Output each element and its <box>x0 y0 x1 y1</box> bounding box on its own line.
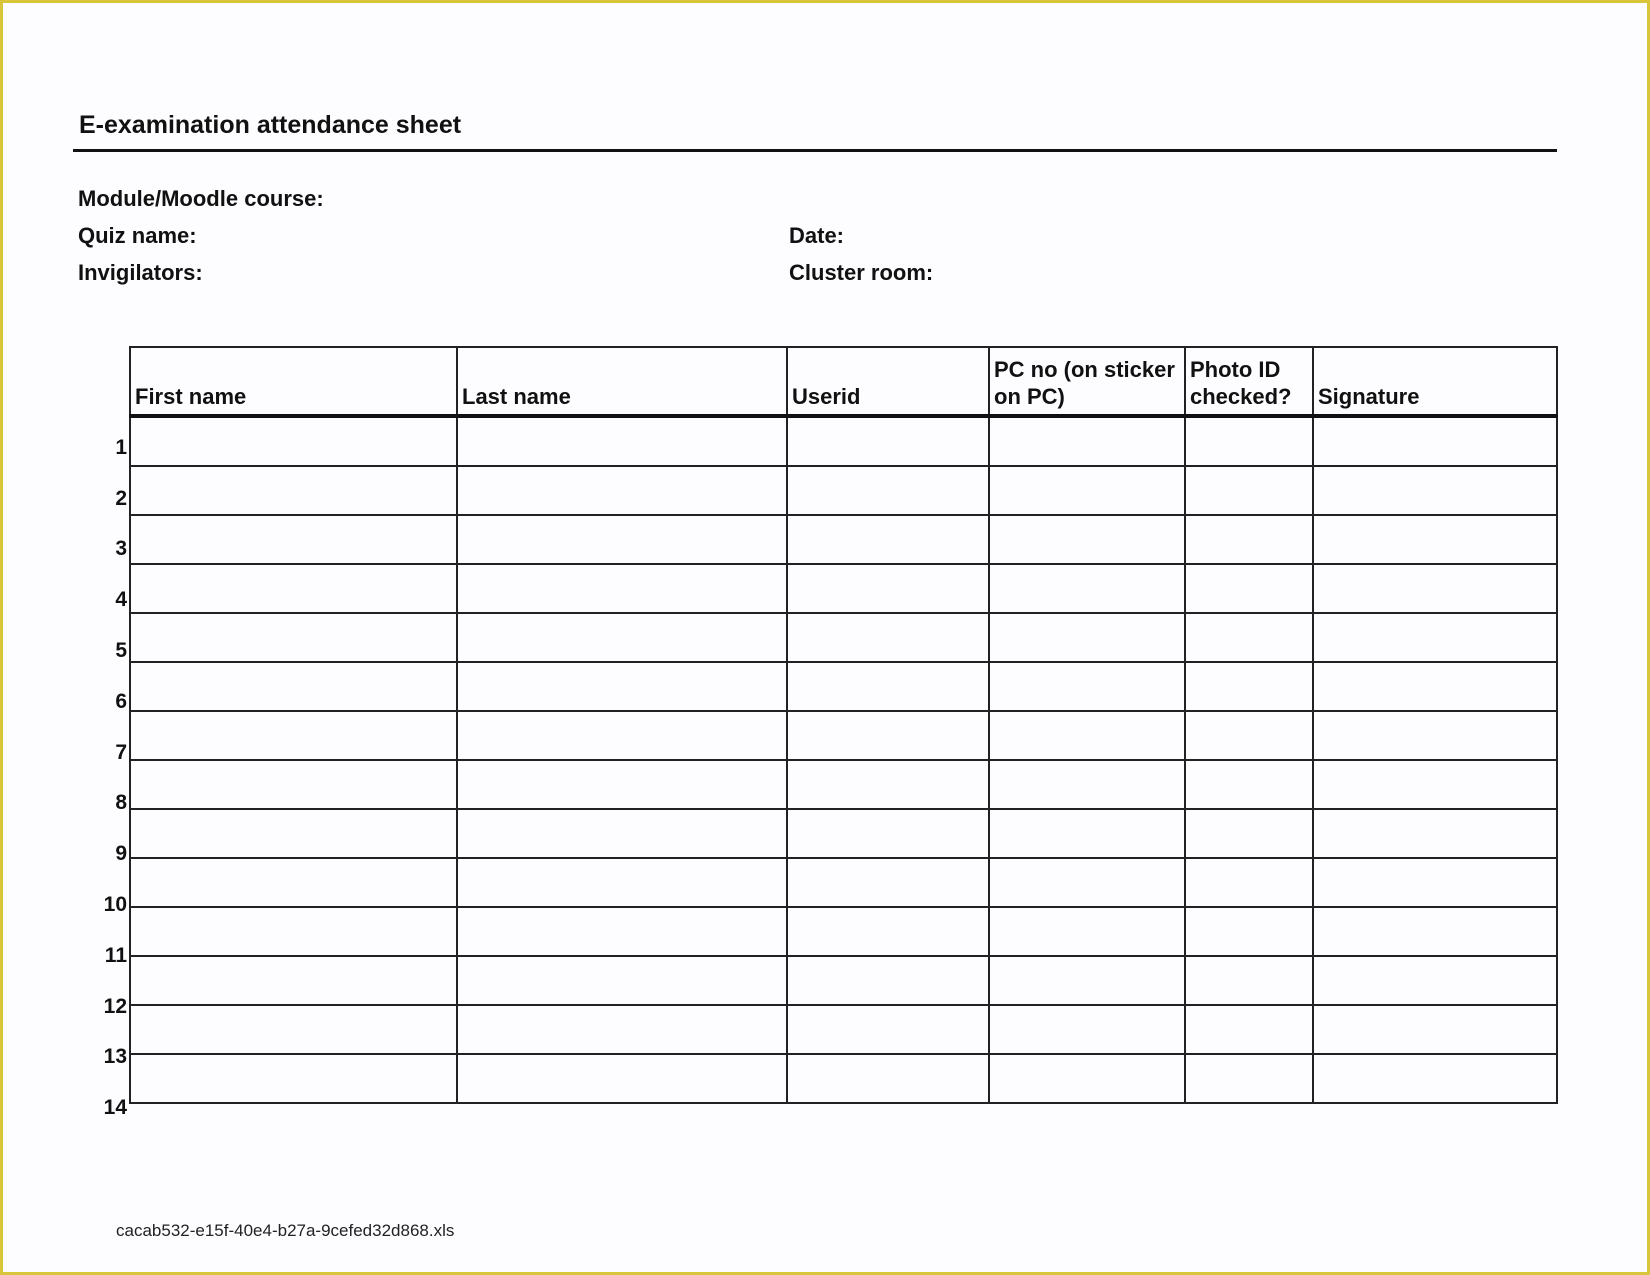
table-cell[interactable] <box>1185 858 1313 907</box>
column-header: Photo ID checked? <box>1185 347 1313 416</box>
table-cell[interactable] <box>1185 564 1313 613</box>
table-cell[interactable] <box>1313 662 1557 711</box>
row-number: 4 <box>115 588 127 612</box>
row-number: 8 <box>115 791 127 815</box>
table-cell[interactable] <box>457 466 787 515</box>
row-number: 11 <box>104 943 127 967</box>
table-header-row <box>130 347 1557 416</box>
table-cell[interactable] <box>457 760 787 809</box>
table-cell[interactable] <box>1185 416 1313 466</box>
table-cell[interactable] <box>130 416 457 466</box>
row-number: 6 <box>115 689 127 713</box>
table-cell[interactable] <box>989 662 1185 711</box>
table-cell[interactable] <box>130 760 457 809</box>
table-cell[interactable] <box>787 662 989 711</box>
table-cell[interactable] <box>787 858 989 907</box>
table-cell[interactable] <box>1313 711 1557 760</box>
table-row <box>130 515 1557 564</box>
invigilators-label: Invigilators: <box>78 260 203 285</box>
table-cell[interactable] <box>1313 564 1557 613</box>
table-cell[interactable] <box>457 613 787 662</box>
attendance-table <box>129 346 1558 1104</box>
table-cell[interactable] <box>1313 760 1557 809</box>
table-cell[interactable] <box>457 809 787 858</box>
table-cell[interactable] <box>1313 515 1557 564</box>
table-cell[interactable] <box>1185 907 1313 956</box>
table-cell[interactable] <box>787 907 989 956</box>
column-header: Userid <box>787 347 989 416</box>
row-number-column <box>91 413 127 1124</box>
table-row <box>130 1054 1557 1103</box>
table-cell[interactable] <box>457 416 787 466</box>
table-cell[interactable] <box>457 858 787 907</box>
date-label: Date: <box>789 223 845 248</box>
table-cell[interactable] <box>1313 809 1557 858</box>
table-cell[interactable] <box>130 809 457 858</box>
table-cell[interactable] <box>457 907 787 956</box>
quiz-name-label: Quiz name: <box>78 223 197 248</box>
table-row <box>130 662 1557 711</box>
table-cell[interactable] <box>989 1054 1185 1103</box>
table-cell[interactable] <box>989 1005 1185 1054</box>
row-number: 2 <box>115 486 127 510</box>
table-cell[interactable] <box>787 1005 989 1054</box>
table-cell[interactable] <box>989 613 1185 662</box>
column-header: Last name <box>457 347 787 416</box>
table-cell[interactable] <box>1313 466 1557 515</box>
table-cell[interactable] <box>1185 1054 1313 1103</box>
module-course-label: Module/Moodle course: <box>78 186 324 211</box>
table-cell[interactable] <box>1185 711 1313 760</box>
table-cell[interactable] <box>787 956 989 1005</box>
table-cell[interactable] <box>787 613 989 662</box>
column-header: Signature <box>1313 347 1557 416</box>
table-cell[interactable] <box>130 956 457 1005</box>
table-cell[interactable] <box>130 907 457 956</box>
column-header: PC no (on sticker on PC) <box>989 347 1185 416</box>
table-cell[interactable] <box>130 1005 457 1054</box>
row-number: 13 <box>103 1045 127 1069</box>
table-cell[interactable] <box>457 1054 787 1103</box>
row-number: 7 <box>115 740 127 764</box>
row-number: 14 <box>103 1096 127 1120</box>
table-cell[interactable] <box>130 858 457 907</box>
table-cell[interactable] <box>130 613 457 662</box>
table-cell[interactable] <box>130 711 457 760</box>
table-row <box>130 809 1557 858</box>
table-cell[interactable] <box>989 515 1185 564</box>
footer-filename: cacab532-e15f-40e4-b27a-9cefed32d868.xls <box>116 1221 455 1240</box>
row-number: 1 <box>115 435 127 459</box>
table-cell[interactable] <box>787 564 989 613</box>
table-cell[interactable] <box>1185 662 1313 711</box>
table-cell[interactable] <box>457 956 787 1005</box>
table-cell[interactable] <box>1313 416 1557 466</box>
column-header: First name <box>130 347 457 416</box>
table-cell[interactable] <box>989 466 1185 515</box>
table-cell[interactable] <box>989 416 1185 466</box>
table-cell[interactable] <box>457 662 787 711</box>
table-cell[interactable] <box>1313 1054 1557 1103</box>
table-cell[interactable] <box>989 711 1185 760</box>
table-row <box>130 1005 1557 1054</box>
table-cell[interactable] <box>787 760 989 809</box>
table-cell[interactable] <box>130 515 457 564</box>
row-number: 12 <box>103 994 127 1018</box>
table-cell[interactable] <box>989 858 1185 907</box>
table-cell[interactable] <box>1185 760 1313 809</box>
table-cell[interactable] <box>1313 613 1557 662</box>
table-cell[interactable] <box>457 1005 787 1054</box>
table-cell[interactable] <box>1185 809 1313 858</box>
table-cell[interactable] <box>130 662 457 711</box>
table-row <box>130 466 1557 515</box>
table-cell[interactable] <box>1313 956 1557 1005</box>
cluster-room-label: Cluster room: <box>789 260 934 285</box>
table-row <box>130 613 1557 662</box>
table-body <box>130 416 1557 1103</box>
table-cell[interactable] <box>989 564 1185 613</box>
table-cell[interactable] <box>989 907 1185 956</box>
table-cell[interactable] <box>989 956 1185 1005</box>
table-cell[interactable] <box>787 515 989 564</box>
table-cell[interactable] <box>457 564 787 613</box>
table-row <box>130 907 1557 956</box>
table-row <box>130 858 1557 907</box>
table-cell[interactable] <box>787 1054 989 1103</box>
table-cell[interactable] <box>457 711 787 760</box>
table-cell[interactable] <box>1185 613 1313 662</box>
table-cell[interactable] <box>787 809 989 858</box>
table-cell[interactable] <box>989 809 1185 858</box>
row-number: 9 <box>115 842 127 866</box>
table-cell[interactable] <box>130 466 457 515</box>
table-cell[interactable] <box>1185 956 1313 1005</box>
table-cell[interactable] <box>1185 466 1313 515</box>
table-cell[interactable] <box>989 760 1185 809</box>
row-number: 3 <box>115 537 127 561</box>
row-number: 5 <box>115 638 127 662</box>
table-row <box>130 760 1557 809</box>
row-number: 10 <box>103 892 127 916</box>
table-cell[interactable] <box>787 466 989 515</box>
table-cell[interactable] <box>787 416 989 466</box>
table-row <box>130 711 1557 760</box>
table-cell[interactable] <box>1185 515 1313 564</box>
table-row <box>130 416 1557 466</box>
table-cell[interactable] <box>1185 1005 1313 1054</box>
table-cell[interactable] <box>787 711 989 760</box>
attendance-sheet-page <box>3 3 1647 1272</box>
table-cell[interactable] <box>1313 858 1557 907</box>
table-row <box>130 564 1557 613</box>
table-cell[interactable] <box>130 1054 457 1103</box>
table-cell[interactable] <box>1313 907 1557 956</box>
table-row <box>130 956 1557 1005</box>
sheet-title: E-examination attendance sheet <box>79 111 462 139</box>
title-underline <box>73 149 1557 152</box>
table-cell[interactable] <box>130 564 457 613</box>
table-cell[interactable] <box>457 515 787 564</box>
table-cell[interactable] <box>1313 1005 1557 1054</box>
